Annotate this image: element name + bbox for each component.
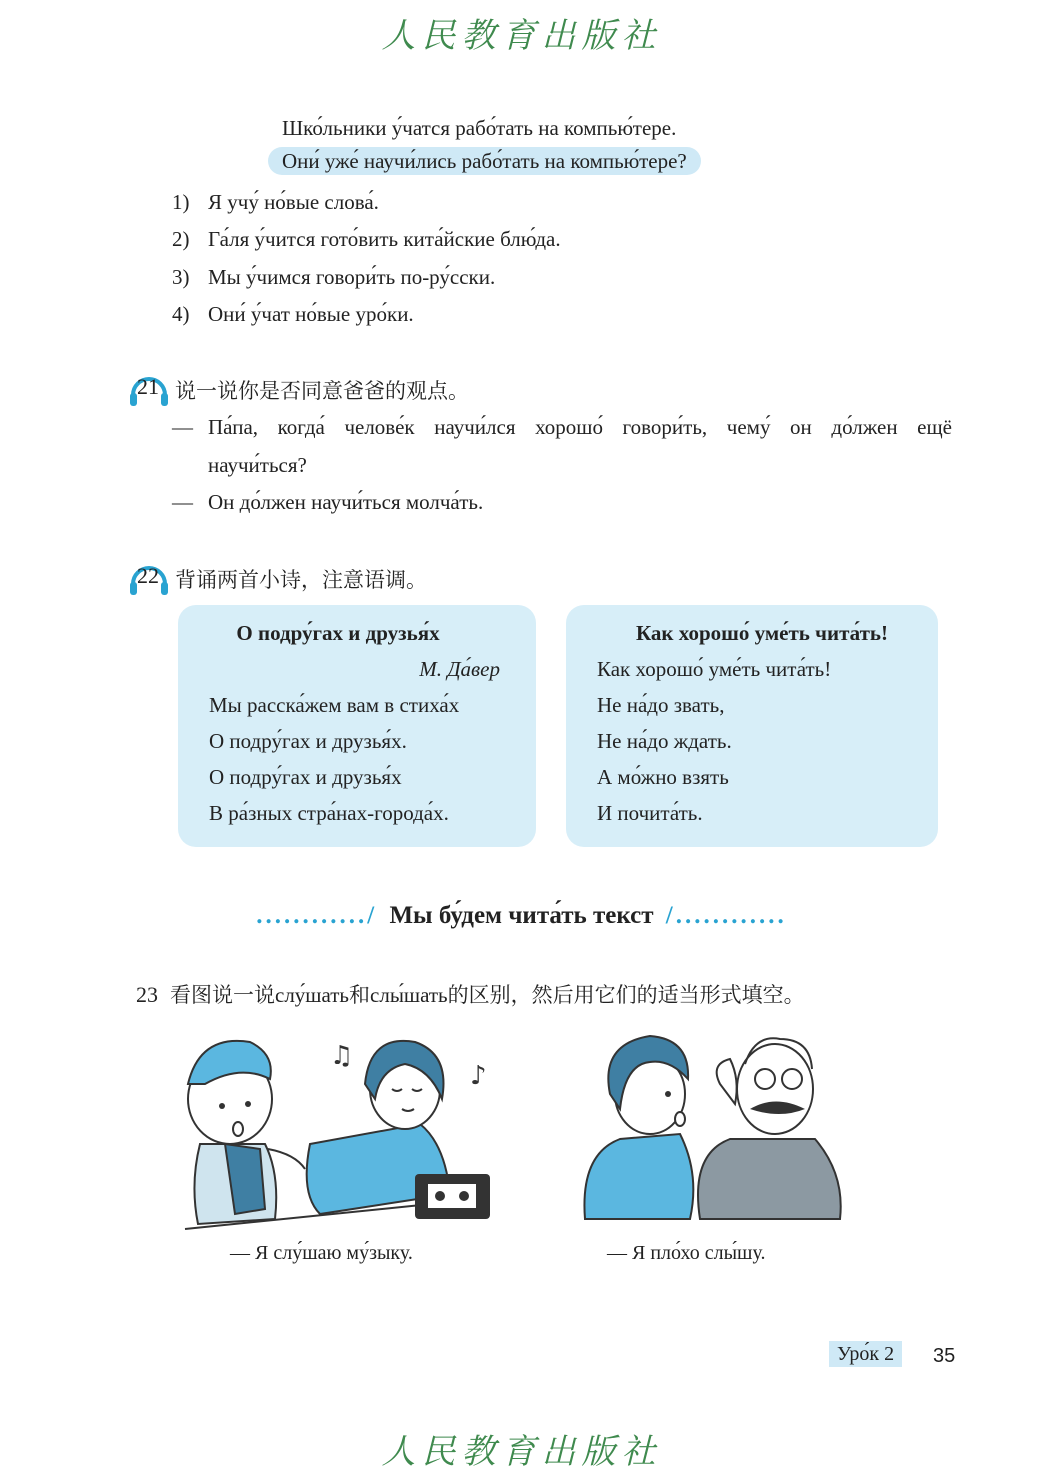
list-item: [172, 264, 495, 290]
example-line-2-highlight: [268, 148, 701, 174]
caption-2: — Я пло́хо слы́шу.: [607, 1242, 766, 1264]
poem-line: О подру́гах и друзья́х: [209, 765, 402, 789]
lesson-label: Уро́к 2: [829, 1341, 902, 1367]
example-line-2: Они́ уже́ научи́лись рабо́тать на компью́тере?: [268, 147, 701, 175]
ex23-instruction: [136, 979, 805, 1009]
list-item-number: 1): [172, 190, 190, 214]
list-item: [172, 226, 561, 252]
list-item-number: 3): [172, 265, 190, 289]
poem-line: И почита́ть.: [597, 801, 703, 825]
poem-box-1: [178, 605, 536, 847]
list-item-number: 2): [172, 227, 190, 251]
poem-line: В ра́зных стра́нах-города́х.: [209, 801, 449, 825]
ex21-line-1-text: Па́па, когда́ челове́к научи́лся хорошо́ говори́ть, чему́ он до́лжен ещё: [208, 415, 952, 439]
ex22-instruction: 背诵两首小诗，注意语调。: [175, 568, 427, 592]
ex21-number: 21: [137, 374, 159, 399]
list-item: [172, 189, 379, 215]
poem-2-body: [597, 651, 831, 831]
dialog-dash: —: [172, 415, 193, 439]
poem-line: О подру́гах и друзья́х.: [209, 729, 407, 753]
poem-line: Не на́до звать,: [597, 693, 725, 717]
ex23-word-1: слу́шать: [275, 983, 350, 1007]
ex23-word-2: слы́шать: [370, 983, 448, 1007]
svg-text:♪: ♪: [470, 1061, 487, 1091]
section-title: Мы бу́дем чита́ть текст: [389, 902, 654, 929]
ex21-line-1-cont: научи́ться?: [208, 453, 307, 477]
ex21-line-2-text: Он до́лжен научи́ться молча́ть.: [208, 490, 484, 514]
ex22-number: 22: [137, 563, 159, 588]
dialog-dash: —: [172, 490, 193, 514]
list-item-number: 4): [172, 302, 190, 326]
illustration-hard-of-hearing: [580, 1024, 850, 1224]
ex21-instruction: 说一说你是否同意爸爸的观点。: [175, 379, 469, 403]
list-item: [172, 301, 414, 327]
poem-box-2: [566, 605, 938, 847]
list-item-text: Я учу́ но́вые слова́.: [208, 190, 379, 214]
ex23-instruction-b: 和: [349, 983, 371, 1007]
ex22-headphones-icon: [128, 558, 170, 598]
heading-dots-right: /............: [665, 902, 787, 929]
ex23-instruction-a: 看图说一说: [170, 983, 275, 1007]
poem-1-title: О подру́гах и друзья́х: [236, 621, 440, 645]
poem-2-title: Как хорошо́ уме́ть чита́ть!: [635, 621, 889, 645]
ex21-dialog-line-1: [172, 414, 952, 440]
heading-dots-left: ............/: [256, 902, 378, 929]
poem-line: Как хорошо́ уме́ть чита́ть!: [597, 657, 832, 681]
list-item-text: Мы у́чимся говори́ть по-ру́сски.: [208, 265, 496, 289]
ex23-number: 23: [136, 982, 158, 1007]
poem-1-author: М. Да́вер: [419, 657, 500, 681]
ex21-dialog-line-2: [172, 489, 483, 515]
publisher-header: 人民教育出版社: [381, 16, 662, 56]
example-line-1: Шко́льники у́чатся рабо́тать на компью́тере.: [282, 116, 677, 140]
ex23-instruction-c: 的区别，然后用它们的适当形式填空。: [447, 983, 805, 1007]
list-item-text: Они́ у́чат но́вые уро́ки.: [208, 302, 414, 326]
caption-1: — Я слу́шаю му́зыку.: [230, 1242, 413, 1264]
illustration-listening-music: [180, 1024, 502, 1234]
list-item-text: Га́ля у́чится гото́вить кита́йские блю́да.: [208, 227, 561, 251]
svg-text:♫: ♫: [330, 1041, 354, 1071]
publisher-footer: 人民教育出版社: [381, 1432, 662, 1472]
poem-line: А мо́жно взять: [597, 765, 729, 789]
page-number: 35: [933, 1345, 956, 1367]
lesson-badge: [829, 1343, 902, 1366]
section-heading: [0, 902, 1043, 930]
ex21-headphones-icon: [128, 369, 170, 409]
poem-1-body: [209, 687, 459, 831]
poem-line: Не на́до ждать.: [597, 729, 732, 753]
poem-line: Мы расска́жем вам в стиха́х: [209, 693, 460, 717]
